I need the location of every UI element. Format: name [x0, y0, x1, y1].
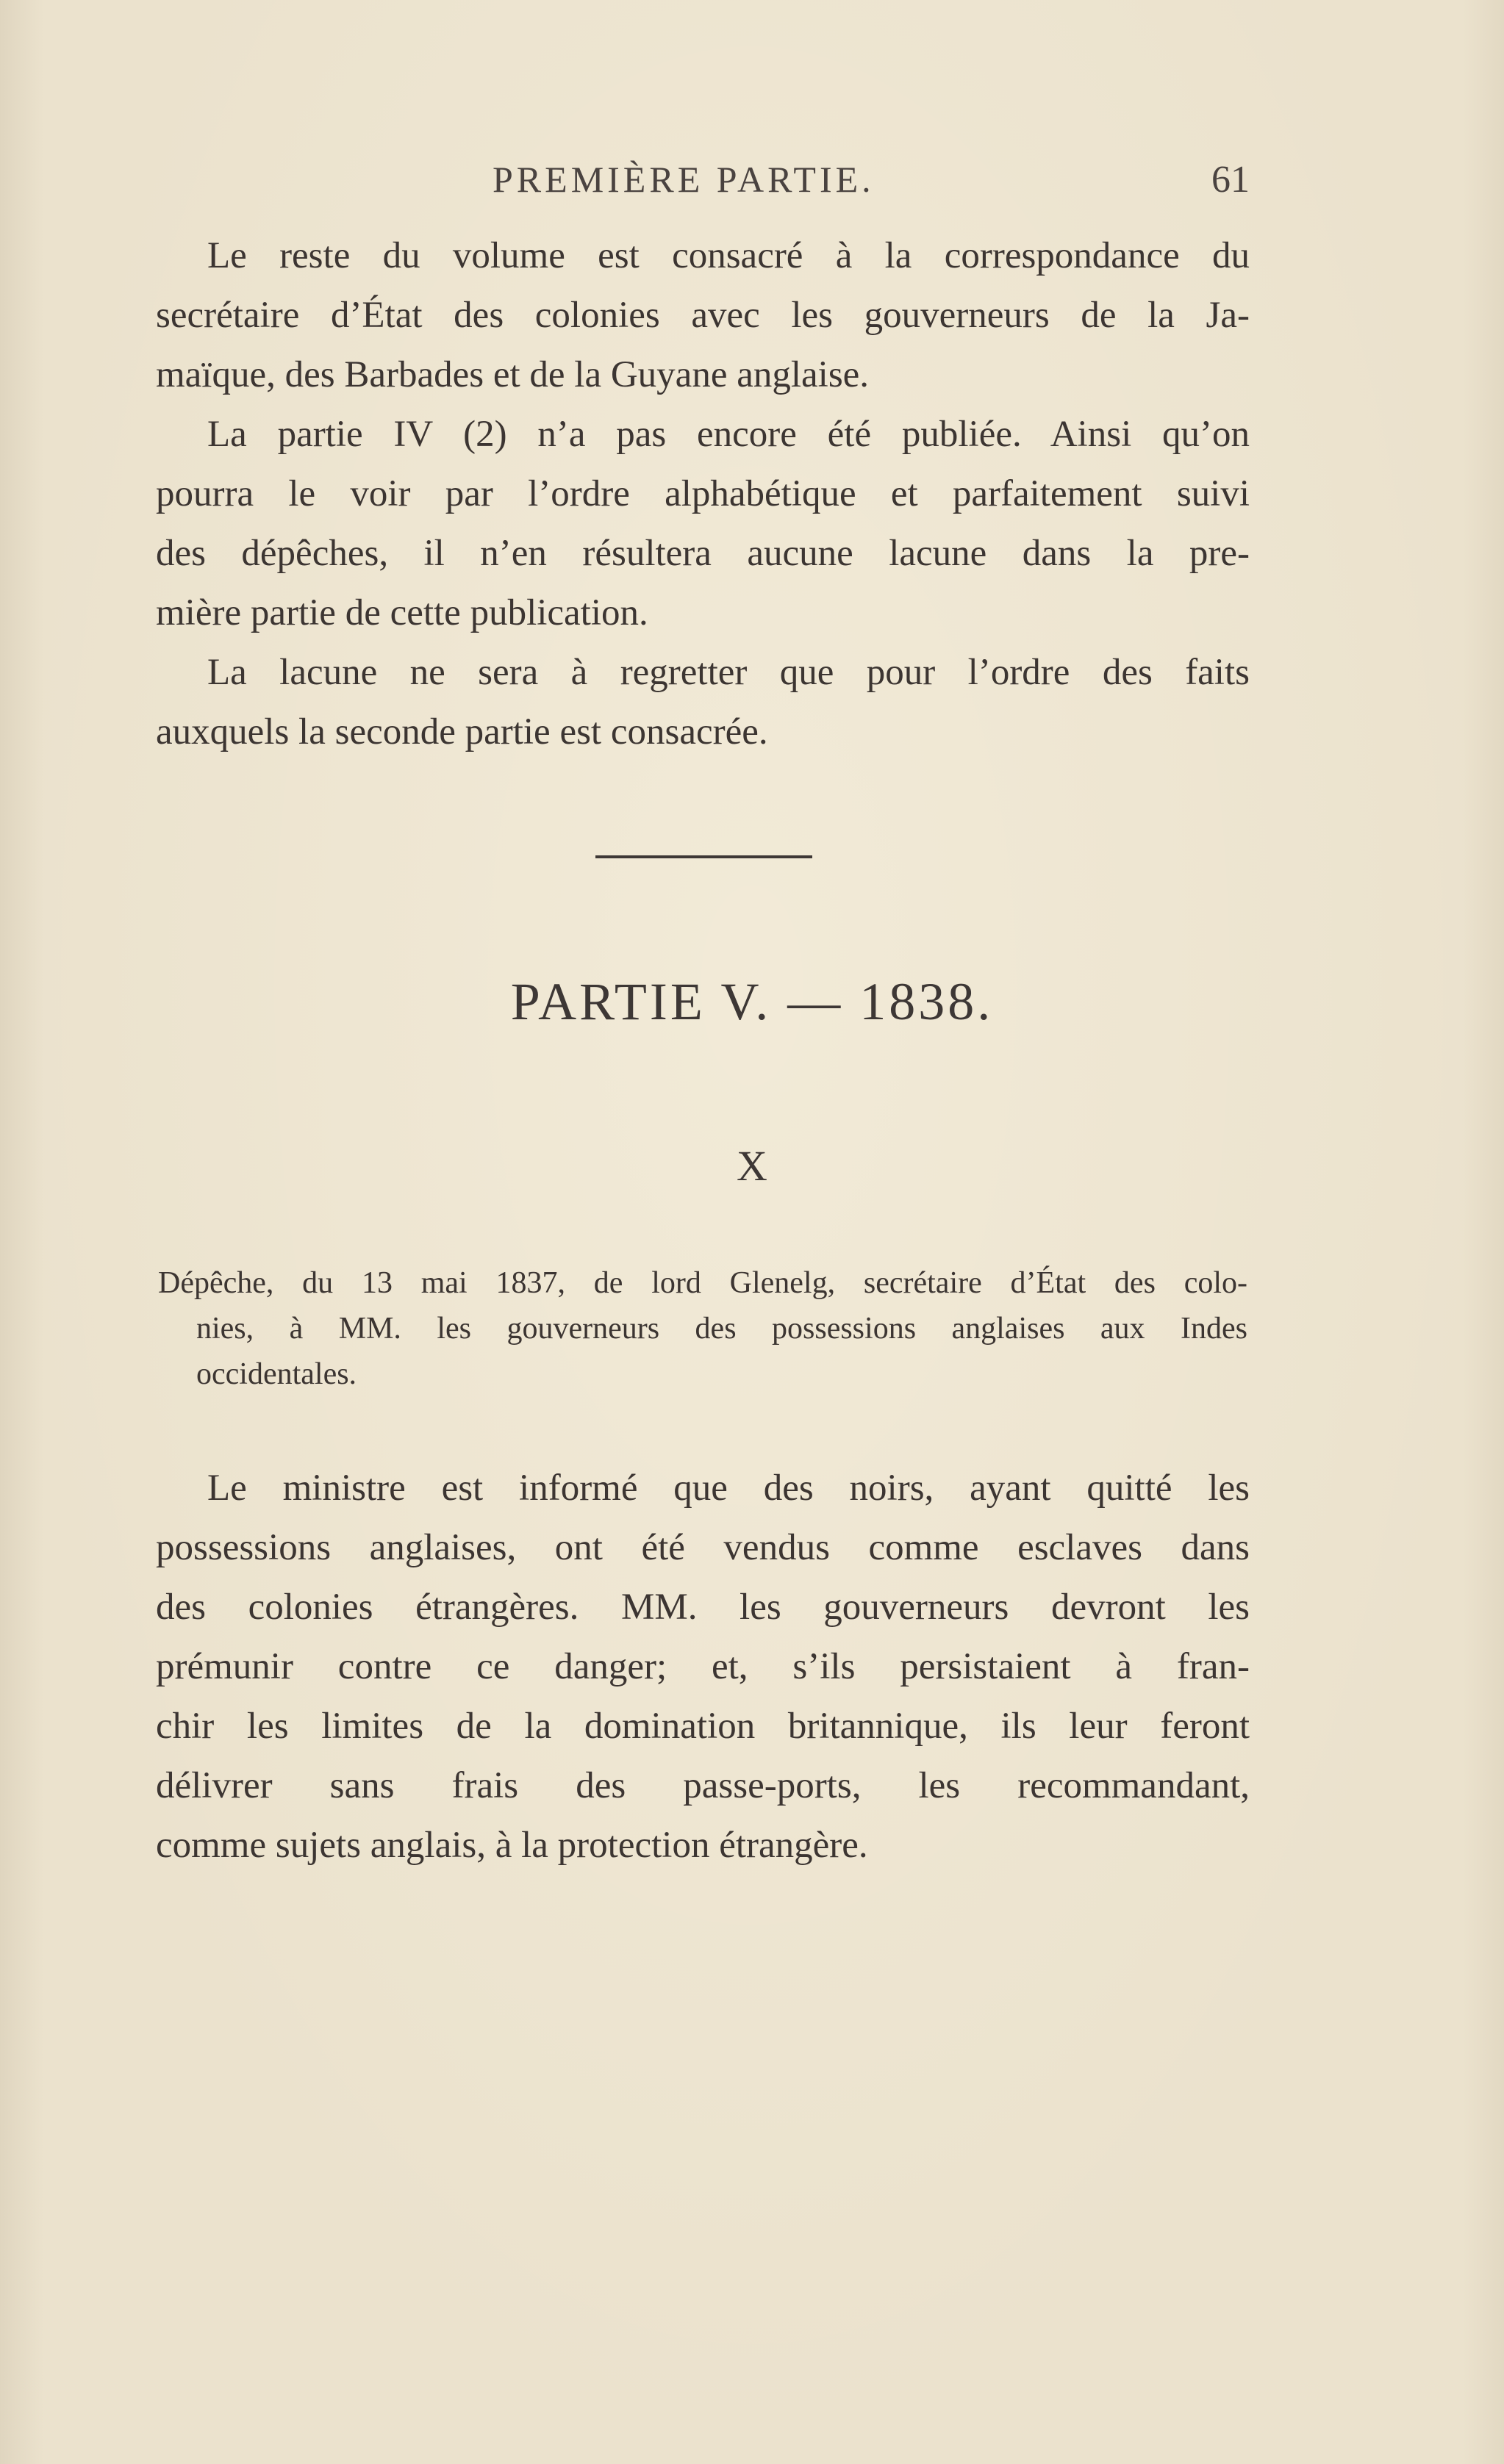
running-title: PREMIÈRE PARTIE.	[493, 159, 875, 200]
text-line: des dépêches, il n’en résultera aucune lacune dans la pre-	[156, 533, 1250, 574]
intro-paragraph-3	[156, 643, 1250, 762]
part-heading: PARTIE V. — 1838.	[510, 972, 994, 1031]
text-line: prémunir contre ce danger; et, s’ils persistaient à fran-	[156, 1646, 1250, 1687]
text-line: possessions anglaises, ont été vendus comme esclaves dans	[156, 1527, 1250, 1568]
text-line: nies, à MM. les gouverneurs des possessions anglaises aux Indes	[196, 1312, 1247, 1346]
text-line: auxquels la seconde partie est consacrée.	[156, 711, 768, 753]
text-line: mière partie de cette publication.	[156, 592, 648, 633]
text-line: Dépêche, du 13 mai 1837, de lord Glenelg, secrétaire d’État des colo-	[158, 1266, 1247, 1300]
text-line: comme sujets anglais, à la protection étrangère.	[156, 1825, 868, 1866]
intro-text	[156, 226, 1250, 762]
text-line: La partie IV (2) n’a pas encore été publiée. Ainsi qu’on	[207, 414, 1250, 455]
document-summary	[158, 1260, 1247, 1397]
text-line: pourra le voir par l’ordre alphabétique et parfaitement suivi	[156, 473, 1250, 514]
text-line: chir les limites de la domination britannique, ils leur feront	[156, 1706, 1250, 1747]
text-line: des colonies étrangères. MM. les gouverneurs devront les	[156, 1587, 1250, 1628]
text-line: Le ministre est informé que des noirs, ayant quitté les	[207, 1468, 1250, 1509]
text-line: délivrer sans frais des passe-ports, les recommandant,	[156, 1765, 1250, 1806]
summary-paragraph	[158, 1260, 1247, 1397]
running-header	[154, 158, 1250, 209]
text-line: Le reste du volume est consacré à la correspondance du	[207, 235, 1250, 276]
document-number: X	[737, 1142, 767, 1190]
document-body	[156, 1459, 1250, 1875]
text-line: La lacune ne sera à regretter que pour l’ordre des faits	[207, 652, 1250, 693]
intro-paragraph-1	[156, 226, 1250, 405]
text-line: occidentales.	[196, 1357, 357, 1391]
section-divider	[595, 855, 812, 858]
text-line: secrétaire d’État des colonies avec les gouverneurs de la Ja-	[156, 295, 1250, 336]
page-number: 61	[1211, 159, 1250, 201]
intro-paragraph-2	[156, 405, 1250, 643]
body-paragraph	[156, 1459, 1250, 1875]
text-line: maïque, des Barbades et de la Guyane anglaise.	[156, 354, 870, 395]
